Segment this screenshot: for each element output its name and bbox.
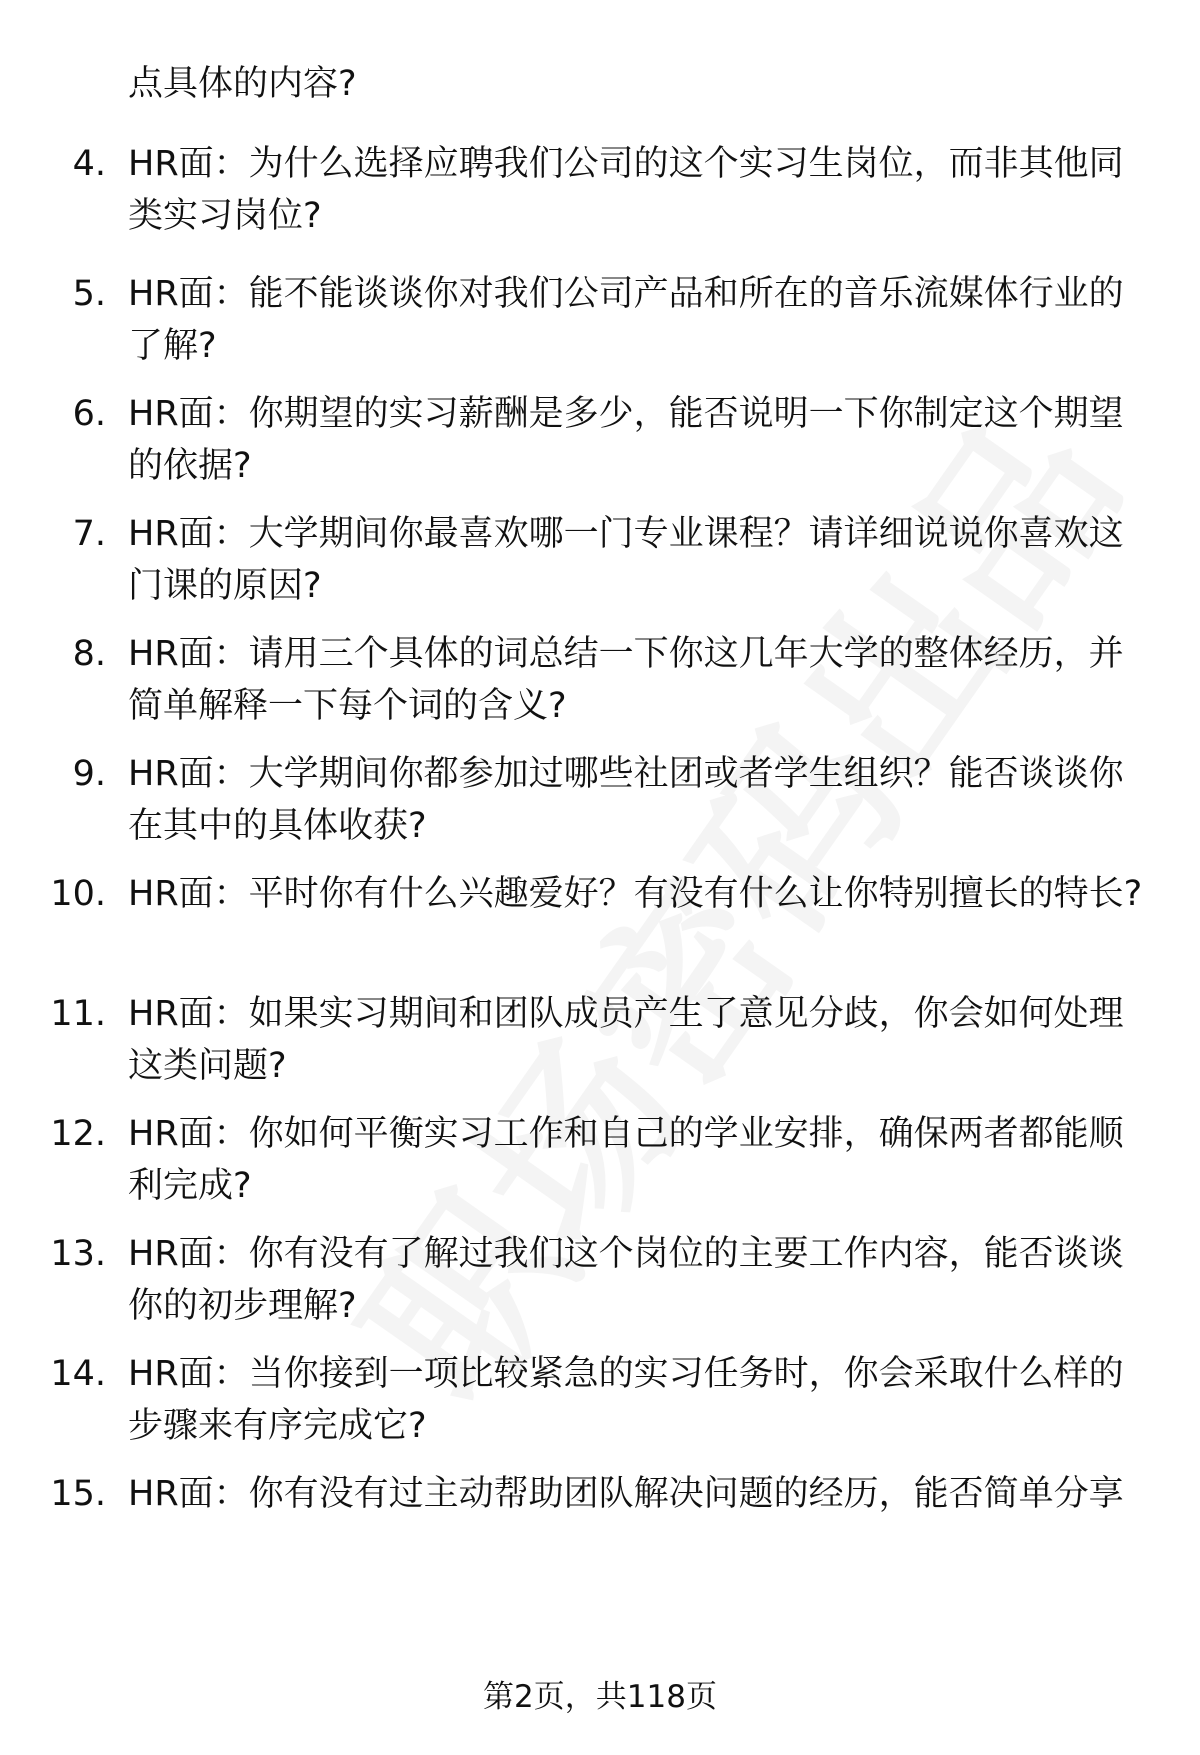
question-number: 11. — [50, 994, 106, 1034]
question-number: 15. — [50, 1474, 106, 1514]
question-number: 14. — [50, 1354, 106, 1394]
question-number: 7. — [72, 514, 106, 554]
question-number: 4. — [72, 144, 106, 184]
question-text: HR面：你期望的实习薪酬是多少，能否说明一下你制定这个期望的依据? — [128, 394, 1124, 486]
question-number: 6. — [72, 394, 106, 434]
question-number: 8. — [72, 634, 106, 674]
question-text: HR面：能不能谈谈你对我们公司产品和所在的音乐流媒体行业的了解? — [128, 274, 1124, 366]
question-text: HR面：请用三个具体的词总结一下你这几年大学的整体经历，并简单解释一下每个词的含义? — [128, 634, 1124, 726]
question-number: 12. — [50, 1114, 106, 1154]
page-footer: 第2页，共118页 — [483, 1679, 717, 1715]
question-number: 13. — [50, 1234, 106, 1274]
question-text: HR面：大学期间你最喜欢哪一门专业课程？请详细说说你喜欢这门课的原因? — [128, 514, 1124, 606]
question-number: 5. — [72, 274, 106, 314]
question-text: HR面：你有没有过主动帮助团队解决问题的经历，能否简单分享 — [128, 1474, 1124, 1514]
question-text: HR面：你有没有了解过我们这个岗位的主要工作内容，能否谈谈你的初步理解? — [128, 1234, 1124, 1326]
question-number: 9. — [72, 754, 106, 794]
question-text: HR面：你如何平衡实习工作和自己的学业安排，确保两者都能顺利完成? — [128, 1114, 1124, 1206]
question-text: HR面：当你接到一项比较紧急的实习任务时，你会采取什么样的步骤来有序完成它? — [128, 1354, 1124, 1446]
question-text: HR面：大学期间你都参加过哪些社团或者学生组织？能否谈谈你在其中的具体收获? — [128, 754, 1124, 846]
question-text: HR面：平时你有什么兴趣爱好？有没有什么让你特别擅长的特长? — [128, 874, 1143, 914]
question-text: HR面：为什么选择应聘我们公司的这个实习生岗位，而非其他同类实习岗位? — [128, 144, 1124, 236]
question-number: 10. — [50, 874, 106, 914]
question-text: HR面：如果实习期间和团队成员产生了意见分歧，你会如何处理这类问题? — [128, 994, 1124, 1086]
continuation-text: 点具体的内容? — [128, 64, 357, 104]
